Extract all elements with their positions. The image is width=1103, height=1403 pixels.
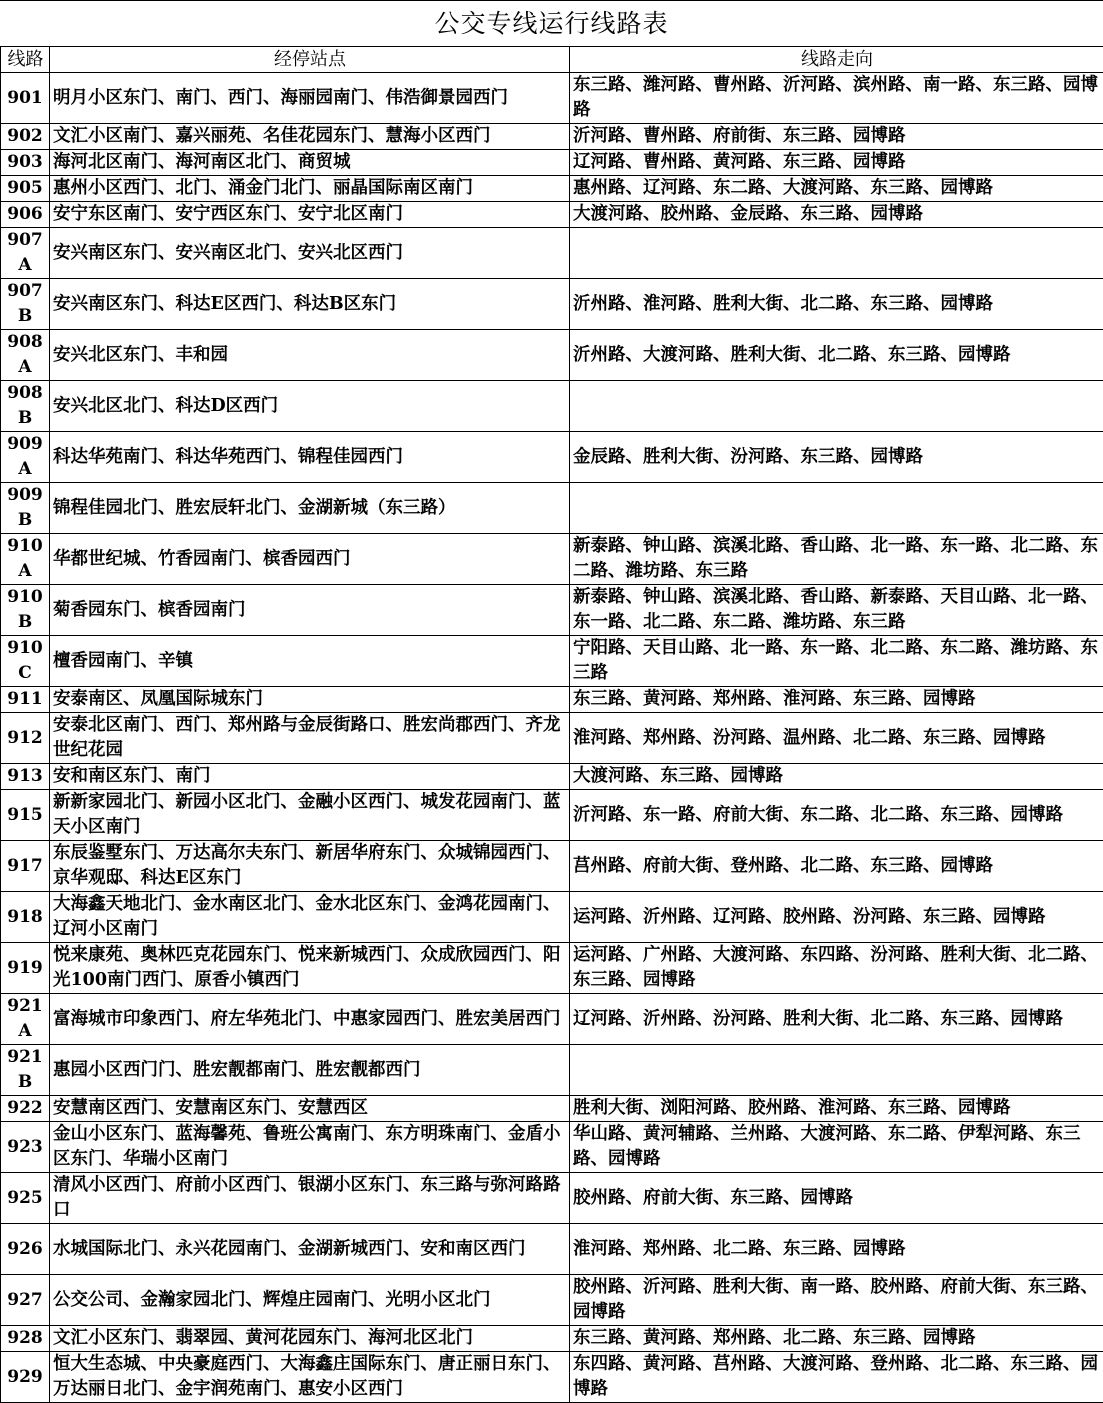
route-direction-cell: 运河路、沂州路、辽河路、胶州路、汾河路、东三路、园博路 (570, 892, 1103, 943)
route-direction-cell: 新泰路、钟山路、滨溪北路、香山路、北一路、东一路、北二路、东二路、潍坊路、东三路 (570, 534, 1103, 585)
route-direction-cell: 沂河路、东一路、府前大街、东二路、北二路、东三路、园博路 (570, 790, 1103, 841)
table-row (1, 73, 1103, 124)
route-direction-cell: 华山路、黄河辅路、兰州路、大渡河路、东二路、伊犁河路、东三路、园博路 (570, 1122, 1103, 1173)
route-direction-cell: 胜利大街、浏阳河路、胶州路、淮河路、东三路、园博路 (570, 1096, 1103, 1122)
route-number-cell: 910A (1, 534, 50, 585)
route-direction-cell: 大渡河路、东三路、园博路 (570, 764, 1103, 790)
route-stops-cell: 水城国际北门、永兴花园南门、金湖新城西门、安和南区西门 (50, 1224, 570, 1275)
table-row (1, 994, 1103, 1045)
route-number-cell: 909B (1, 483, 50, 534)
route-number-cell: 923 (1, 1122, 50, 1173)
route-stops-cell: 悦来康苑、奥林匹克花园东门、悦来新城西门、众成欣园西门、阳光100南门西门、原香小镇西门 (50, 943, 570, 994)
route-table-body (1, 73, 1103, 1403)
route-stops-cell: 惠州小区西门、北门、涌金门北门、丽晶国际南区南门 (50, 176, 570, 202)
route-stops-cell: 安泰南区、凤凰国际城东门 (50, 687, 570, 713)
route-direction-cell (570, 483, 1103, 534)
route-number-cell: 901 (1, 73, 50, 124)
route-direction-cell: 莒州路、府前大街、登州路、北二路、东三路、园博路 (570, 841, 1103, 892)
route-number-cell: 918 (1, 892, 50, 943)
table-row (1, 381, 1103, 432)
route-direction-cell: 东三路、黄河路、郑州路、北二路、东三路、园博路 (570, 1326, 1103, 1352)
route-number-cell: 915 (1, 790, 50, 841)
table-row (1, 202, 1103, 228)
route-number-cell: 928 (1, 1326, 50, 1352)
route-number-cell: 907A (1, 228, 50, 279)
route-stops-cell: 富海城市印象西门、府左华苑北门、中惠家园西门、胜宏美居西门 (50, 994, 570, 1045)
route-number-cell: 917 (1, 841, 50, 892)
table-row (1, 713, 1103, 764)
route-direction-cell: 东三路、潍河路、曹州路、沂河路、滨州路、南一路、东三路、园博路 (570, 73, 1103, 124)
route-number-cell: 910C (1, 636, 50, 687)
route-direction-cell: 沂州路、淮河路、胜利大街、北二路、东三路、园博路 (570, 279, 1103, 330)
route-direction-cell: 宁阳路、天目山路、北一路、东一路、北二路、东二路、潍坊路、东三路 (570, 636, 1103, 687)
route-direction-cell: 惠州路、辽河路、东二路、大渡河路、东三路、园博路 (570, 176, 1103, 202)
route-number-cell: 902 (1, 124, 50, 150)
route-stops-cell: 金山小区东门、蓝海馨苑、鲁班公寓南门、东方明珠南门、金盾小区东门、华瑞小区南门 (50, 1122, 570, 1173)
route-stops-cell: 安慧南区西门、安慧南区东门、安慧西区 (50, 1096, 570, 1122)
route-stops-cell: 安兴南区东门、科达E区西门、科达B区东门 (50, 279, 570, 330)
route-stops-cell: 菊香园东门、槟香园南门 (50, 585, 570, 636)
route-number-cell: 921A (1, 994, 50, 1045)
route-direction-cell: 沂河路、曹州路、府前街、东三路、园博路 (570, 124, 1103, 150)
page-title: 公交专线运行线路表 (0, 0, 1103, 46)
route-stops-cell: 安兴南区东门、安兴南区北门、安兴北区西门 (50, 228, 570, 279)
table-row (1, 228, 1103, 279)
table-row (1, 1122, 1103, 1173)
route-direction-cell: 东四路、黄河路、莒州路、大渡河路、登州路、北二路、东三路、园博路 (570, 1352, 1103, 1403)
table-row (1, 1173, 1103, 1224)
route-stops-cell: 东辰鉴墅东门、万达高尔夫东门、新居华府东门、众城锦园西门、京华观邸、科达E区东门 (50, 841, 570, 892)
route-stops-cell: 文汇小区南门、嘉兴丽苑、名佳花园东门、慧海小区西门 (50, 124, 570, 150)
route-stops-cell: 檀香园南门、辛镇 (50, 636, 570, 687)
route-stops-cell: 文汇小区东门、翡翠园、黄河花园东门、海河北区北门 (50, 1326, 570, 1352)
route-stops-cell: 海河北区南门、海河南区北门、商贸城 (50, 150, 570, 176)
table-row (1, 790, 1103, 841)
route-direction-cell: 大渡河路、胶州路、金辰路、东三路、园博路 (570, 202, 1103, 228)
table-row (1, 1045, 1103, 1096)
route-stops-cell: 安兴北区东门、丰和园 (50, 330, 570, 381)
route-number-cell: 907B (1, 279, 50, 330)
table-row (1, 892, 1103, 943)
route-number-cell: 927 (1, 1275, 50, 1326)
table-row (1, 330, 1103, 381)
table-row (1, 687, 1103, 713)
route-direction-cell: 运河路、广州路、大渡河路、东四路、汾河路、胜利大街、北二路、东三路、园博路 (570, 943, 1103, 994)
table-row (1, 1224, 1103, 1275)
route-direction-cell: 沂州路、大渡河路、胜利大街、北二路、东三路、园博路 (570, 330, 1103, 381)
table-row (1, 124, 1103, 150)
route-number-cell: 909A (1, 432, 50, 483)
route-stops-cell: 华都世纪城、竹香园南门、槟香园西门 (50, 534, 570, 585)
table-row (1, 1096, 1103, 1122)
table-row (1, 534, 1103, 585)
table-row (1, 483, 1103, 534)
route-stops-cell: 科达华苑南门、科达华苑西门、锦程佳园西门 (50, 432, 570, 483)
table-row (1, 150, 1103, 176)
route-number-cell: 926 (1, 1224, 50, 1275)
header-stops: 经停站点 (50, 47, 570, 73)
route-direction-cell: 东三路、黄河路、郑州路、淮河路、东三路、园博路 (570, 687, 1103, 713)
table-row (1, 841, 1103, 892)
route-stops-cell: 恒大生态城、中央豪庭西门、大海鑫庄国际东门、唐正丽日东门、万达丽日北门、金宇润苑南门、惠安小区西门 (50, 1352, 570, 1403)
route-direction-cell: 胶州路、沂河路、胜利大街、南一路、胶州路、府前大街、东三路、园博路 (570, 1275, 1103, 1326)
header-line: 线路 (1, 47, 50, 73)
route-stops-cell: 大海鑫天地北门、金水南区北门、金水北区东门、金鸿花园南门、辽河小区南门 (50, 892, 570, 943)
route-direction-cell: 淮河路、郑州路、汾河路、温州路、北二路、东三路、园博路 (570, 713, 1103, 764)
route-stops-cell: 安泰北区南门、西门、郑州路与金辰街路口、胜宏尚郡西门、齐龙世纪花园 (50, 713, 570, 764)
table-row (1, 1275, 1103, 1326)
route-stops-cell: 安和南区东门、南门 (50, 764, 570, 790)
route-number-cell: 910B (1, 585, 50, 636)
route-number-cell: 908A (1, 330, 50, 381)
route-number-cell: 906 (1, 202, 50, 228)
route-number-cell: 912 (1, 713, 50, 764)
table-row (1, 432, 1103, 483)
route-direction-cell: 金辰路、胜利大街、汾河路、东三路、园博路 (570, 432, 1103, 483)
table-header-row (1, 47, 1103, 73)
route-direction-cell (570, 228, 1103, 279)
route-number-cell: 929 (1, 1352, 50, 1403)
route-number-cell: 922 (1, 1096, 50, 1122)
route-number-cell: 911 (1, 687, 50, 713)
route-stops-cell: 新新家园北门、新园小区北门、金融小区西门、城发花园南门、蓝天小区南门 (50, 790, 570, 841)
route-number-cell: 908B (1, 381, 50, 432)
route-table (0, 46, 1103, 1403)
route-stops-cell: 安兴北区北门、科达D区西门 (50, 381, 570, 432)
table-row (1, 636, 1103, 687)
table-row (1, 279, 1103, 330)
route-direction-cell: 新泰路、钟山路、滨溪北路、香山路、新泰路、天目山路、北一路、东一路、北二路、东二路、潍坊路、东三路 (570, 585, 1103, 636)
route-direction-cell (570, 381, 1103, 432)
route-number-cell: 913 (1, 764, 50, 790)
route-stops-cell: 惠园小区西门门、胜宏靓都南门、胜宏靓都西门 (50, 1045, 570, 1096)
table-row (1, 1326, 1103, 1352)
route-number-cell: 919 (1, 943, 50, 994)
route-number-cell: 921B (1, 1045, 50, 1096)
table-row (1, 176, 1103, 202)
route-stops-cell: 锦程佳园北门、胜宏辰轩北门、金湖新城（东三路） (50, 483, 570, 534)
route-stops-cell: 明月小区东门、南门、西门、海丽园南门、伟浩御景园西门 (50, 73, 570, 124)
route-direction-cell: 辽河路、曹州路、黄河路、东三路、园博路 (570, 150, 1103, 176)
table-row (1, 585, 1103, 636)
route-stops-cell: 安宁东区南门、安宁西区东门、安宁北区南门 (50, 202, 570, 228)
route-number-cell: 905 (1, 176, 50, 202)
route-number-cell: 903 (1, 150, 50, 176)
route-stops-cell: 清风小区西门、府前小区西门、银湖小区东门、东三路与弥河路路口 (50, 1173, 570, 1224)
route-direction-cell: 胶州路、府前大街、东三路、园博路 (570, 1173, 1103, 1224)
route-direction-cell: 辽河路、沂州路、汾河路、胜利大街、北二路、东三路、园博路 (570, 994, 1103, 1045)
route-direction-cell: 淮河路、郑州路、北二路、东三路、园博路 (570, 1224, 1103, 1275)
table-row (1, 1352, 1103, 1403)
table-row (1, 943, 1103, 994)
route-number-cell: 925 (1, 1173, 50, 1224)
route-direction-cell (570, 1045, 1103, 1096)
header-direction: 线路走向 (570, 47, 1103, 73)
table-row (1, 764, 1103, 790)
route-stops-cell: 公交公司、金瀚家园北门、辉煌庄园南门、光明小区北门 (50, 1275, 570, 1326)
